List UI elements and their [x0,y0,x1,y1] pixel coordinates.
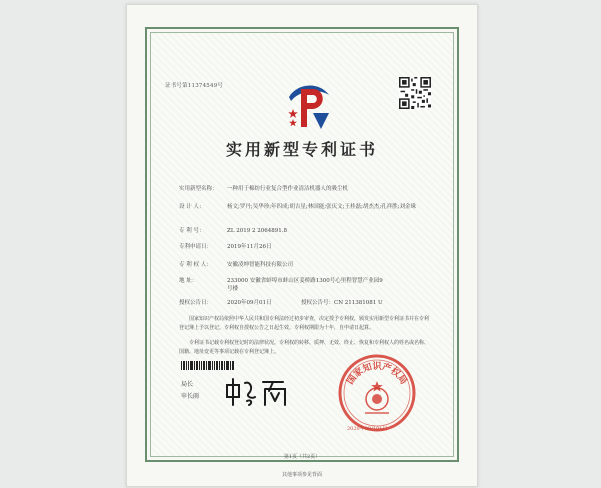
handwritten-signature [223,377,299,407]
director-title: 局长 [181,381,194,388]
field-application-date: 专利申请日： 2019年11月26日 [179,244,272,250]
field-address: 地 址： 233000 安徽省蚌埠市蚌山区姜桥路1300号心里程智慧产业园9号楼 [179,278,383,292]
field-name: 实用新型名称： 一种用于棉纺行业复合型作业清洁机器人的吸尘机 [179,186,349,192]
footer-note: 其他事项参见背面 [281,472,322,478]
certificate-page [126,4,478,487]
patent-office-logo-icon [283,75,335,133]
seal-date: 2020年09月01日 [347,426,388,432]
grant-publication-number: 授权公告号：CN 211381081 U [301,300,383,306]
certificate-body [150,32,454,460]
page-number: 第1页（共2页） [283,454,321,460]
director-name: 申长雨 [181,393,200,400]
certificate-title: 实用新型专利证书 [225,140,378,159]
official-seal [337,353,417,433]
qr-code-icon [399,77,431,109]
field-designers: 设 计 人： 杨文;罗丹;吴华珍;年四成;胡吉星;林国能;张庆文;王桂磊;胡杰杰;孔祥胜;刘金珠 [179,204,417,210]
field-grant-date: 授权公告日： 2020年09月01日 授权公告号：CN 211381081 U [179,300,383,306]
barcode-icon [181,361,235,370]
seal-text: 国家知识产权局 [345,362,409,387]
decorative-border [145,27,459,462]
field-patent-number: 专 利 号： ZL 2019 2 2064891.8 [179,228,287,234]
certificate-number: 证书号第11374549号 [165,83,224,89]
body-paragraph-2: 专利证书记载专利权登记时的法律状况。专利权的转移、质押、无效、终止、恢复和专利权人的姓名或名称、国籍、地址变更等事项记载在专利登记簿上。 [179,340,430,355]
body-paragraph-1: 国家知识产权局依照中华人民共和国专利法经过初步审查，决定授予专利权，颁发实用新型专利证书并在专利登记簿上予以登记。专利权自授权公告之日起生效。专利权期限为十年，自申请日起算。 [179,316,430,331]
field-patentee: 专 利 权 人： 安徽凌坤智能科技有限公司 [179,262,294,268]
